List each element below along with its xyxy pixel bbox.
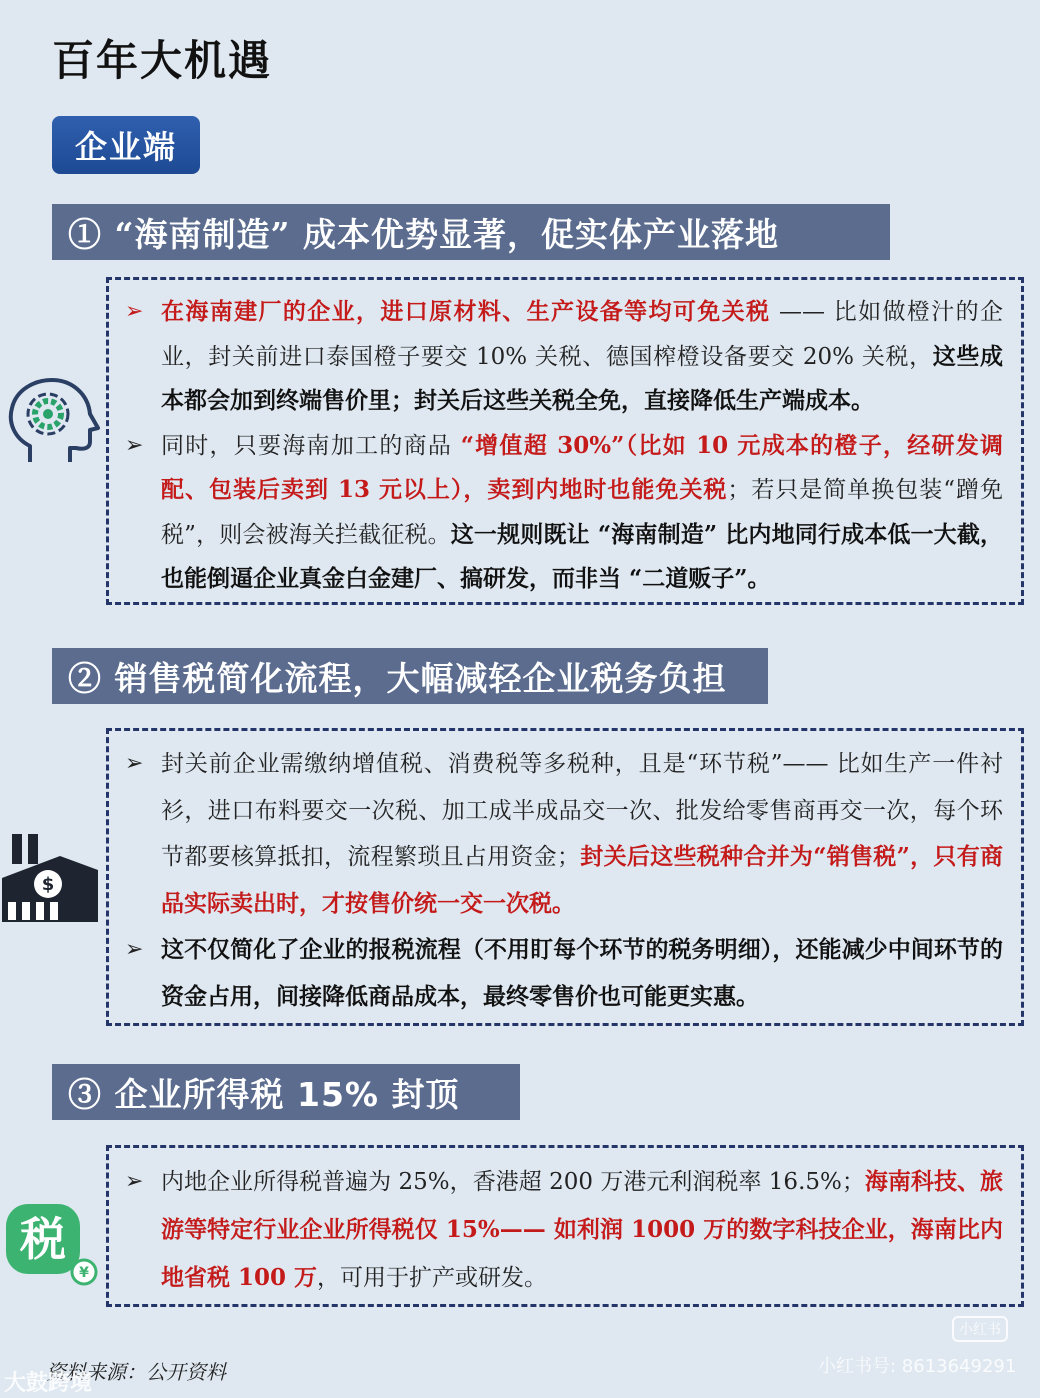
- arrow-bullet-icon: ➢: [125, 1169, 144, 1194]
- arrow-bullet-icon: ➢: [125, 751, 144, 776]
- section-box-2: [106, 728, 1024, 1026]
- svg-text:$: $: [41, 874, 55, 895]
- arrow-bullet-icon: ➢: [125, 432, 144, 458]
- arrow-bullet-icon: ➢: [125, 937, 144, 962]
- section-tag: 企业端: [52, 116, 200, 174]
- tax-icon: [4, 1200, 100, 1286]
- section-heading-1-text: ① “海南制造” 成本优势显著，促实体产业落地: [68, 214, 779, 254]
- page-title: 百年大机遇: [52, 36, 273, 85]
- svg-text:¥: ¥: [79, 1265, 89, 1281]
- list-item: ➢ 内地企业所得税普遍为 25%，香港超 200 万港元利润税率 16.5%；海南科技、旅游等特定行业企业所得税仅 15%—— 如利润 1000 万的数字科技企业，海南比内地省税 100 万，可用于扩产或研发。: [125, 1158, 1003, 1302]
- list-item: ➢ 同时，只要海南加工的商品 “增值超 30%”（比如 10 元成本的橙子，经研发调配、包装后卖到 13 元以上），卖到内地时也能免关税；若只是简单换包装“蹭免税”，则会被海关拦截征税。这一规则既让 “海南制造” 比内地同行成本低一大截，也能倒逼企业真金白金建厂、搞研发，而非当 “二道贩子”。: [125, 424, 1003, 602]
- tax-icon-label: 税: [20, 1212, 66, 1266]
- section-heading-3: [52, 1064, 520, 1120]
- list-item: ➢ 封关前企业需缴纳增值税、消费税等多税种，且是“环节税”—— 比如生产一件衬衫，进口布料要交一次税、加工成半成品交一次、批发给零售商再交一次，每个环节都要核算抵扣，流程繁琐且占用资金；封关后这些税种合并为“销售税”，只有商品实际卖出时，才按售价统一交一次税。: [125, 741, 1003, 927]
- arrow-bullet-icon: ➢: [125, 299, 144, 324]
- source-footer: 资料来源：公开资料: [46, 1360, 226, 1384]
- factory-icon: [0, 826, 100, 926]
- watermark-logo: 小红书: [952, 1316, 1008, 1342]
- list-item: ➢ 在海南建厂的企业，进口原材料、生产设备等均可免关税 —— 比如做橙汁的企业，封关前进口泰国橙子要交 10% 关税、德国榨橙设备要交 20% 关税，这些成本都会加到终端售价里；封关后这些关税全免，直接降低生产端成本。: [125, 290, 1003, 424]
- section-box-3: [106, 1145, 1024, 1307]
- section-heading-2: [52, 648, 768, 704]
- section-box-1: [106, 277, 1024, 605]
- section-heading-3-text: ③ 企业所得税 15% 封顶: [68, 1074, 460, 1114]
- watermark-id: 小红书号: 8613649291: [818, 1356, 1017, 1377]
- section-heading-2-text: ② 销售税简化流程，大幅减轻企业税务负担: [68, 658, 727, 698]
- section-heading-1: [52, 204, 890, 260]
- head-gear-icon: [2, 376, 102, 466]
- watermark-brand: 大鼓跨境: [4, 1371, 93, 1396]
- list-item: ➢ 这不仅简化了企业的报税流程（不用盯每个环节的税务明细），还能减少中间环节的资金占用，间接降低商品成本，最终零售价也可能更实惠。: [125, 927, 1003, 1020]
